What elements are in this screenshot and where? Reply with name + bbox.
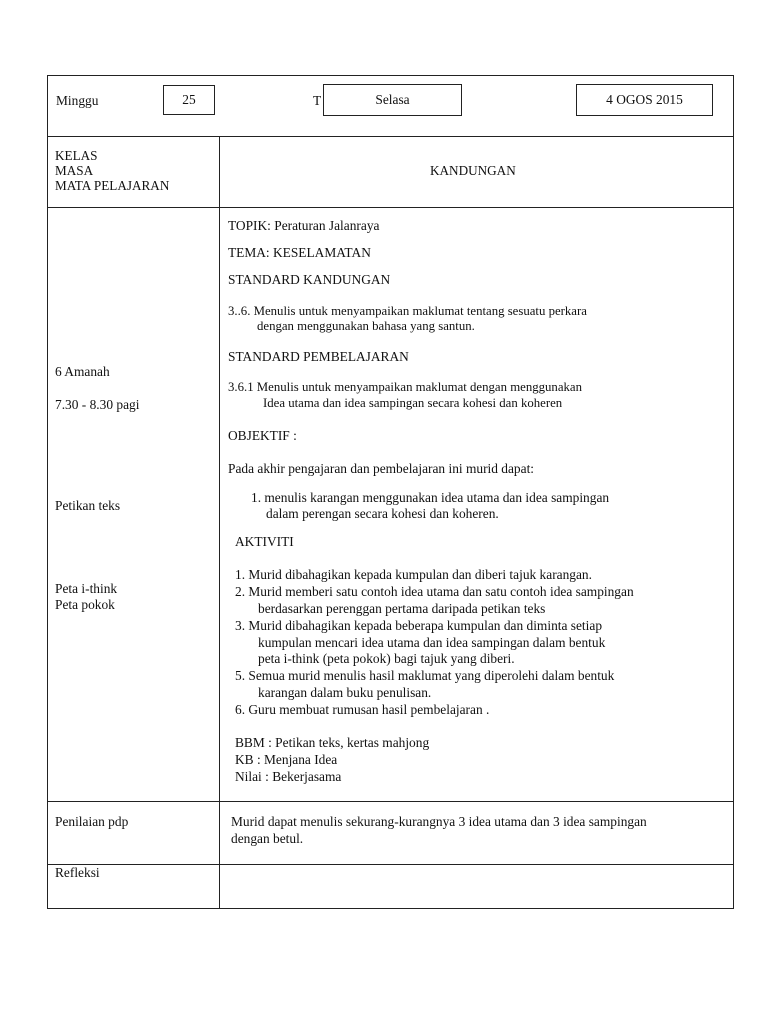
- aktiviti-item: 2. Murid memberi satu contoh idea utama dan satu contoh idea sampingan: [235, 584, 634, 599]
- kb: KB : Menjana Idea: [235, 752, 338, 767]
- col-label-kelas: KELAS: [55, 148, 98, 163]
- peta-pokok: Peta pokok: [55, 597, 115, 612]
- col-label-mata-pelajaran: MATA PELAJARAN: [55, 178, 170, 193]
- sk-line-1: 3..6. Menulis untuk menyampaikan maklumat tentang sesuatu perkara: [228, 304, 587, 318]
- aktiviti-item: 1. Murid dibahagikan kepada kumpulan dan diberi tajuk karangan.: [235, 567, 592, 582]
- topik: TOPIK: Peraturan Jalanraya: [228, 218, 380, 233]
- sk-heading: STANDARD KANDUNGAN: [228, 272, 391, 287]
- objektif-heading: OBJEKTIF :: [228, 428, 297, 443]
- penilaian-line-2: dengan betul.: [231, 831, 304, 846]
- aktiviti-item: 3. Murid dibahagikan kepada beberapa kumpulan dan diminta setiap: [235, 618, 603, 633]
- objektif-intro: Pada akhir pengajaran dan pembelajaran ini murid dapat:: [228, 461, 535, 476]
- aktiviti-item: 5. Semua murid menulis hasil maklumat yang diperolehi dalam bentuk: [235, 668, 615, 683]
- hari-value: Selasa: [375, 92, 410, 107]
- tarikh-field[interactable]: [576, 84, 713, 116]
- kelas-value: 6 Amanah: [55, 364, 110, 379]
- tarikh-value: 4 OGOS 2015: [606, 92, 683, 107]
- petikan-teks: Petikan teks: [55, 498, 121, 513]
- divider: [47, 207, 734, 208]
- sp-line-1: 3.6.1 Menulis untuk menyampaikan maklumat dengan menggunakan: [228, 380, 582, 394]
- hari-field[interactable]: [323, 84, 462, 116]
- aktiviti-item-cont: karangan dalam buku penulisan.: [258, 685, 432, 700]
- aktiviti-item-cont: kumpulan mencari idea utama dan idea sampingan dalam bentuk: [258, 635, 606, 650]
- divider: [47, 801, 734, 802]
- divider: [47, 136, 734, 137]
- tema: TEMA: KESELAMATAN: [228, 245, 371, 260]
- hidden-label-fragment: T: [313, 93, 322, 108]
- aktiviti-item-cont: berdasarkan perenggan pertama daripada petikan teks: [258, 601, 546, 616]
- masa-value: 7.30 - 8.30 pagi: [55, 397, 140, 412]
- minggu-value: 25: [182, 92, 196, 107]
- penilaian-label: Penilaian pdp: [55, 814, 129, 829]
- minggu-label: Minggu: [56, 93, 99, 108]
- objektif-item-1-cont: dalam perengan secara kohesi dan koheren.: [266, 506, 499, 521]
- sk-line-2: dengan menggunakan bahasa yang santun.: [257, 319, 475, 333]
- bbm: BBM : Petikan teks, kertas mahjong: [235, 735, 430, 750]
- col-label-kandungan: KANDUNGAN: [430, 163, 516, 178]
- refleksi-label: Refleksi: [55, 865, 100, 880]
- sp-line-2: Idea utama dan idea sampingan secara kohesi dan koheren: [263, 396, 563, 410]
- nilai: Nilai : Bekerjasama: [235, 769, 342, 784]
- sp-heading: STANDARD PEMBELAJARAN: [228, 349, 409, 364]
- refleksi-field[interactable]: [220, 865, 733, 908]
- objektif-item-1: 1. menulis karangan menggunakan idea utama dan idea sampingan: [251, 490, 610, 505]
- minggu-field[interactable]: [163, 85, 215, 115]
- aktiviti-item-cont: peta i-think (peta pokok) bagi tajuk yang diberi.: [258, 651, 515, 666]
- peta-i-think: Peta i-think: [55, 581, 118, 596]
- col-label-masa: MASA: [55, 163, 94, 178]
- column-divider: [219, 136, 220, 909]
- penilaian-line-1: Murid dapat menulis sekurang-kurangnya 3 idea utama dan 3 idea sampingan: [231, 814, 647, 829]
- aktiviti-heading: AKTIVITI: [235, 534, 294, 549]
- aktiviti-item: 6. Guru membuat rumusan hasil pembelajaran .: [235, 702, 490, 717]
